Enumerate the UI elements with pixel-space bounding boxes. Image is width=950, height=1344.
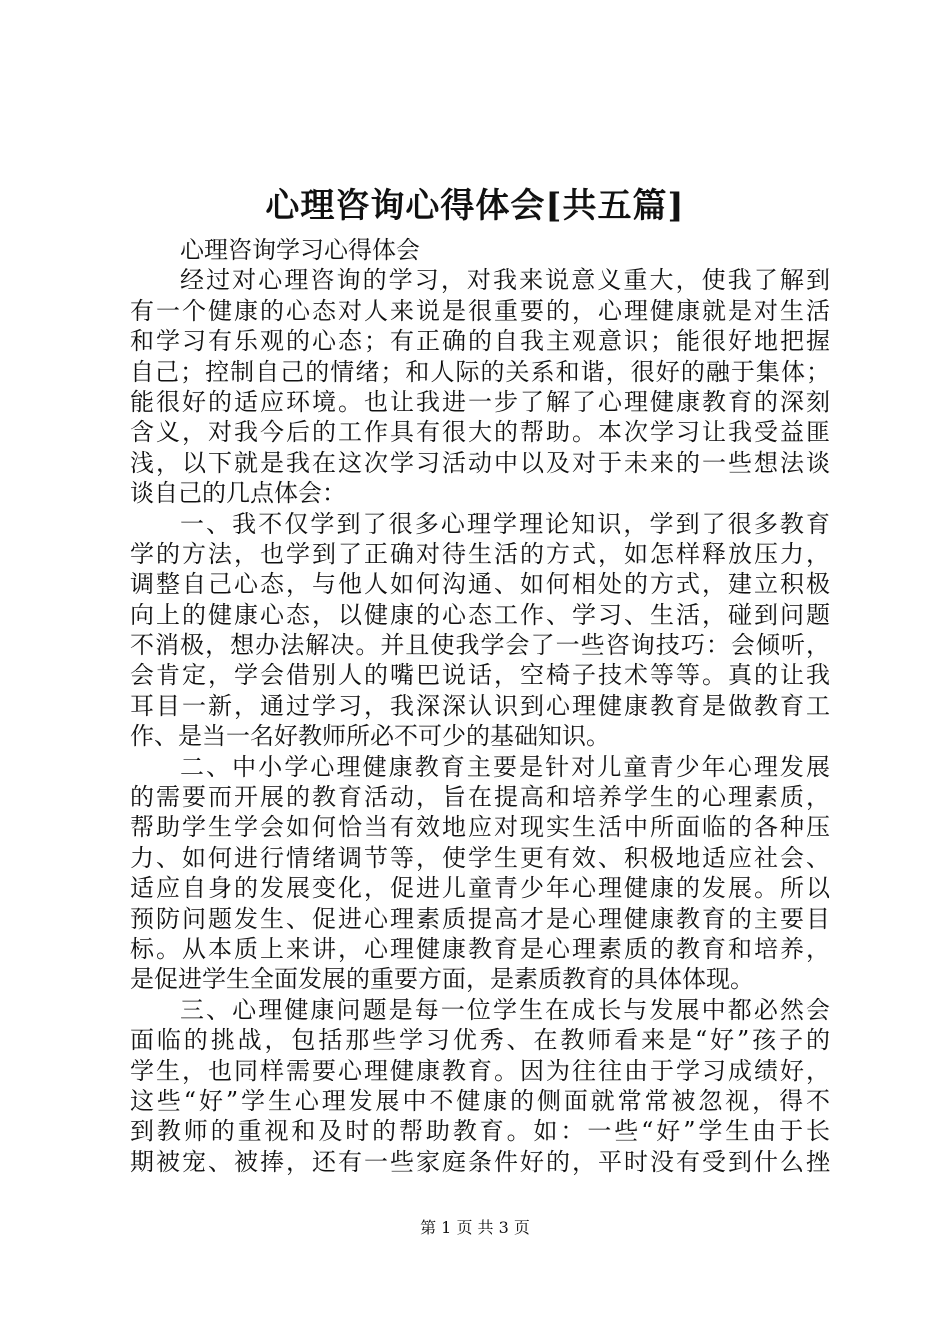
paragraph-line: 不消极，想办法解决。并且使我学会了一些咨询技巧：会倾听， (130, 631, 830, 660)
page-footer: 第 1 页 共 3 页 (420, 1218, 530, 1237)
paragraph-line: 力、如何进行情绪调节等，使学生更有效、积极地适应社会、 (130, 843, 830, 872)
paragraph-line: 到教师的重视和及时的帮助教育。如：一些“好”学生由于长 (130, 1117, 830, 1146)
paragraph-line: 期被宠、被捧，还有一些家庭条件好的，平时没有受到什么挫 (130, 1147, 830, 1176)
paragraph-line: 帮助学生学会如何恰当有效地应对现实生活中所面临的各种压 (130, 813, 830, 842)
paragraph-line: 一、我不仅学到了很多心理学理论知识，学到了很多教育 (180, 509, 830, 538)
paragraph-line: 学生，也同样需要心理健康教育。因为往往由于学习成绩好， (130, 1056, 830, 1085)
paragraph-line: 和学习有乐观的心态；有正确的自我主观意识；能很好地把握 (130, 327, 830, 356)
document-body (130, 235, 830, 1177)
paragraph-line: 三、心理健康问题是每一位学生在成长与发展中都必然会 (180, 995, 830, 1024)
paragraph-line: 标。从本质上来讲，心理健康教育是心理素质的教育和培养， (130, 934, 830, 963)
paragraph-line: 自己；控制自己的情绪；和人际的关系和谐，很好的融于集体； (130, 357, 830, 386)
paragraph-line: 经过对心理咨询的学习，对我来说意义重大，使我了解到 (180, 266, 830, 295)
paragraph-line: 有一个健康的心态对人来说是很重要的，心理健康就是对生活 (130, 296, 830, 325)
paragraph-line: 向上的健康心态，以健康的心态工作、学习、生活，碰到问题 (130, 600, 830, 629)
paragraph-line: 的需要而开展的教育活动，旨在提高和培养学生的心理素质， (130, 783, 830, 812)
paragraph-line: 适应自身的发展变化，促进儿童青少年心理健康的发展。所以 (130, 874, 830, 903)
paragraph-line: 耳目一新，通过学习，我深深认识到心理健康教育是做教育工 (130, 691, 830, 720)
paragraph-line: 会肯定，学会借别人的嘴巴说话，空椅子技术等等。真的让我 (130, 661, 830, 690)
document-title: 心理咨询心得体会[共五篇] (265, 186, 685, 226)
paragraph-line: 预防问题发生、促进心理素质提高才是心理健康教育的主要目 (130, 904, 830, 933)
paragraph-line: 谈自己的几点体会： (130, 479, 346, 508)
paragraph-line: 是促进学生全面发展的重要方面，是素质教育的具体体现。 (130, 965, 754, 994)
paragraph-line: 作、是当一名好教师所必不可少的基础知识。 (130, 722, 610, 751)
paragraph-line: 学的方法，也学到了正确对待生活的方式，如怎样释放压力， (130, 539, 830, 568)
paragraph-line: 这些“好”学生心理发展中不健康的侧面就常常被忽视，得不 (130, 1086, 830, 1115)
paragraph-line: 能很好的适应环境。也让我进一步了解了心理健康教育的深刻 (130, 387, 830, 416)
paragraph-line: 浅，以下就是我在这次学习活动中以及对于未来的一些想法谈 (130, 448, 830, 477)
paragraph-line: 二、中小学心理健康教育主要是针对儿童青少年心理发展 (180, 752, 830, 781)
paragraph-line: 含义，对我今后的工作具有很大的帮助。本次学习让我受益匪 (130, 418, 830, 447)
paragraph-line: 调整自己心态，与他人如何沟通、如何相处的方式，建立积极 (130, 570, 830, 599)
paragraph-line: 面临的挑战，包括那些学习优秀、在教师看来是“好”孩子的 (130, 1026, 830, 1055)
section-heading: 心理咨询学习心得体会 (180, 236, 420, 264)
